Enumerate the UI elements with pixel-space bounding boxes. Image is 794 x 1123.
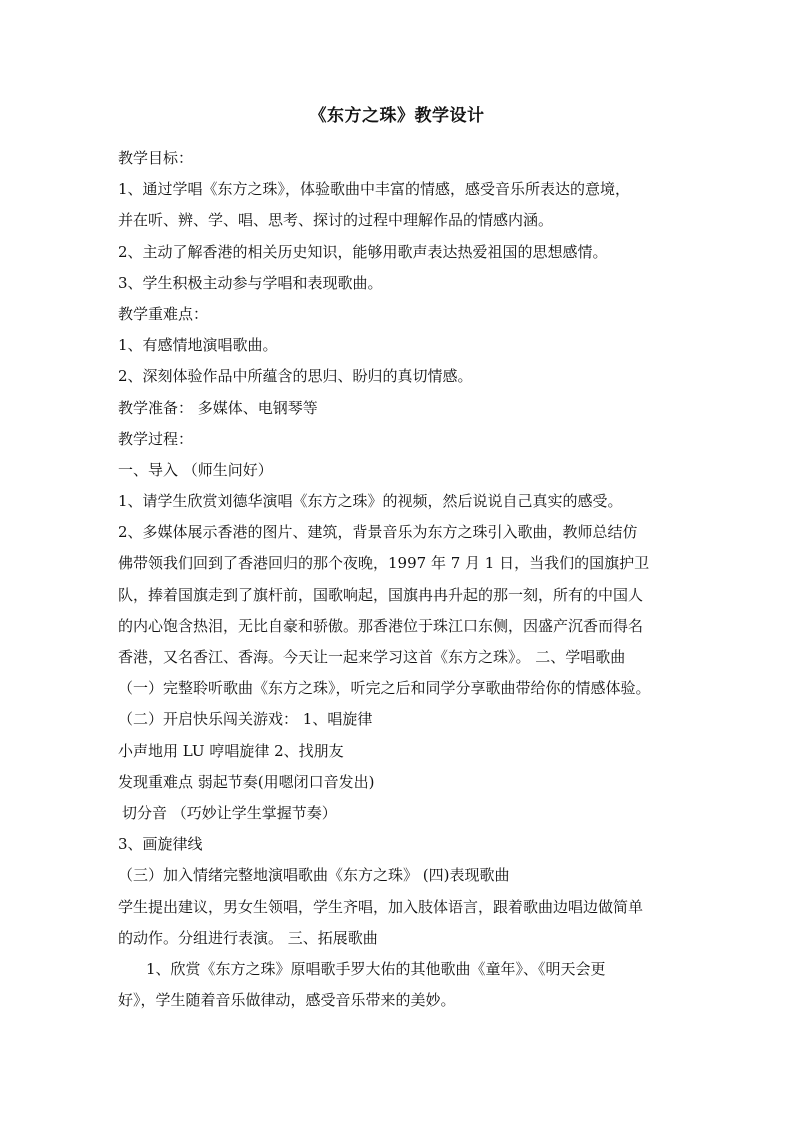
section-heading-process: 教学过程：	[118, 429, 194, 448]
objective-3: 3、学生积极主动参与学唱和表现歌曲。	[118, 273, 383, 292]
step-intro-heading: 一、导入 （师生问好）	[118, 460, 273, 479]
section-heading-key-points: 教学重难点：	[118, 304, 209, 323]
extension-line-1: 1、欣赏《东方之珠》原唱歌手罗大佑的其他歌曲《童年》、《明天会更	[146, 959, 606, 978]
intro-item-2-line-3: 队，捧着国旗走到了旗杆前，国歌响起，国旗冉冉升起的那一刻，所有的中国人	[118, 585, 644, 604]
objective-2: 2、主动了解香港的相关历史知识，能够用歌声表达热爱祖国的思想感情。	[118, 242, 608, 261]
objective-1-line-2: 并在听、辨、学、唱、思考、探讨的过程中理解作品的情感内涵。	[118, 211, 554, 230]
extension-line-2: 好》，学生随着音乐做律动，感受音乐带来的美妙。	[118, 991, 456, 1010]
document-body	[118, 143, 680, 1016]
intro-item-1: 1、请学生欣赏刘德华演唱《东方之珠》的视频，然后说说自己真实的感受。	[118, 492, 623, 511]
section-heading-objectives: 教学目标：	[118, 149, 194, 167]
objective-1-line-1: 1、通过学唱《东方之珠》，体验歌曲中丰富的情感，感受音乐所表达的意境，	[118, 180, 631, 199]
learning-step-2-detail-1: 小声地用 LU 哼唱旋律 2、找朋友	[118, 741, 344, 760]
key-point-1: 1、有感情地演唱歌曲。	[118, 336, 278, 355]
intro-item-2-line-5: 香港，又名香江、香海。今天让一起来学习这首《东方之珠》。 二、学唱歌曲	[118, 648, 626, 666]
learning-step-3: （三）加入情绪完整地演唱歌曲《东方之珠》 (四)表现歌曲	[118, 866, 510, 885]
intro-item-2-line-4: 的内心饱含热泪，无比自豪和骄傲。那香港位于珠江口东侧，因盛产沉香而得名	[118, 616, 644, 635]
intro-item-2-line-2: 佛带领我们回到了香港回归的那个夜晚，1997 年 7 月 1 日，当我们的国旗护卫	[118, 554, 650, 573]
learning-step-2-detail-2: 发现重难点 弱起节奏(用嗯闭口音发出)	[118, 772, 375, 791]
performance-line-2: 的动作。分组进行表演。 三、拓展歌曲	[118, 928, 378, 947]
performance-line-1: 学生提出建议，男女生领唱，学生齐唱，加入肢体语言，跟着歌曲边唱边做简单	[118, 897, 644, 916]
document-title: 《东方之珠》教学设计	[309, 106, 485, 126]
preparation-line: 教学准备： 多媒体、电钢琴等	[118, 398, 318, 417]
learning-step-1: （一）完整聆听歌曲《东方之珠》，听完之后和同学分享歌曲带给你的情感体验。	[118, 679, 651, 698]
intro-item-2-line-1: 2、多媒体展示香港的图片、建筑，背景音乐为东方之珠引入歌曲，教师总结仿	[118, 523, 638, 542]
learning-step-2-detail-3: 切分音 （巧妙让学生掌握节奏）	[122, 803, 337, 822]
learning-step-2: （二）开启快乐闯关游戏： 1、唱旋律	[118, 710, 373, 729]
key-point-2: 2、深刻体验作品中所蕴含的思归、盼归的真切情感。	[118, 367, 473, 386]
learning-step-2-detail-4: 3、画旋律线	[118, 835, 203, 854]
